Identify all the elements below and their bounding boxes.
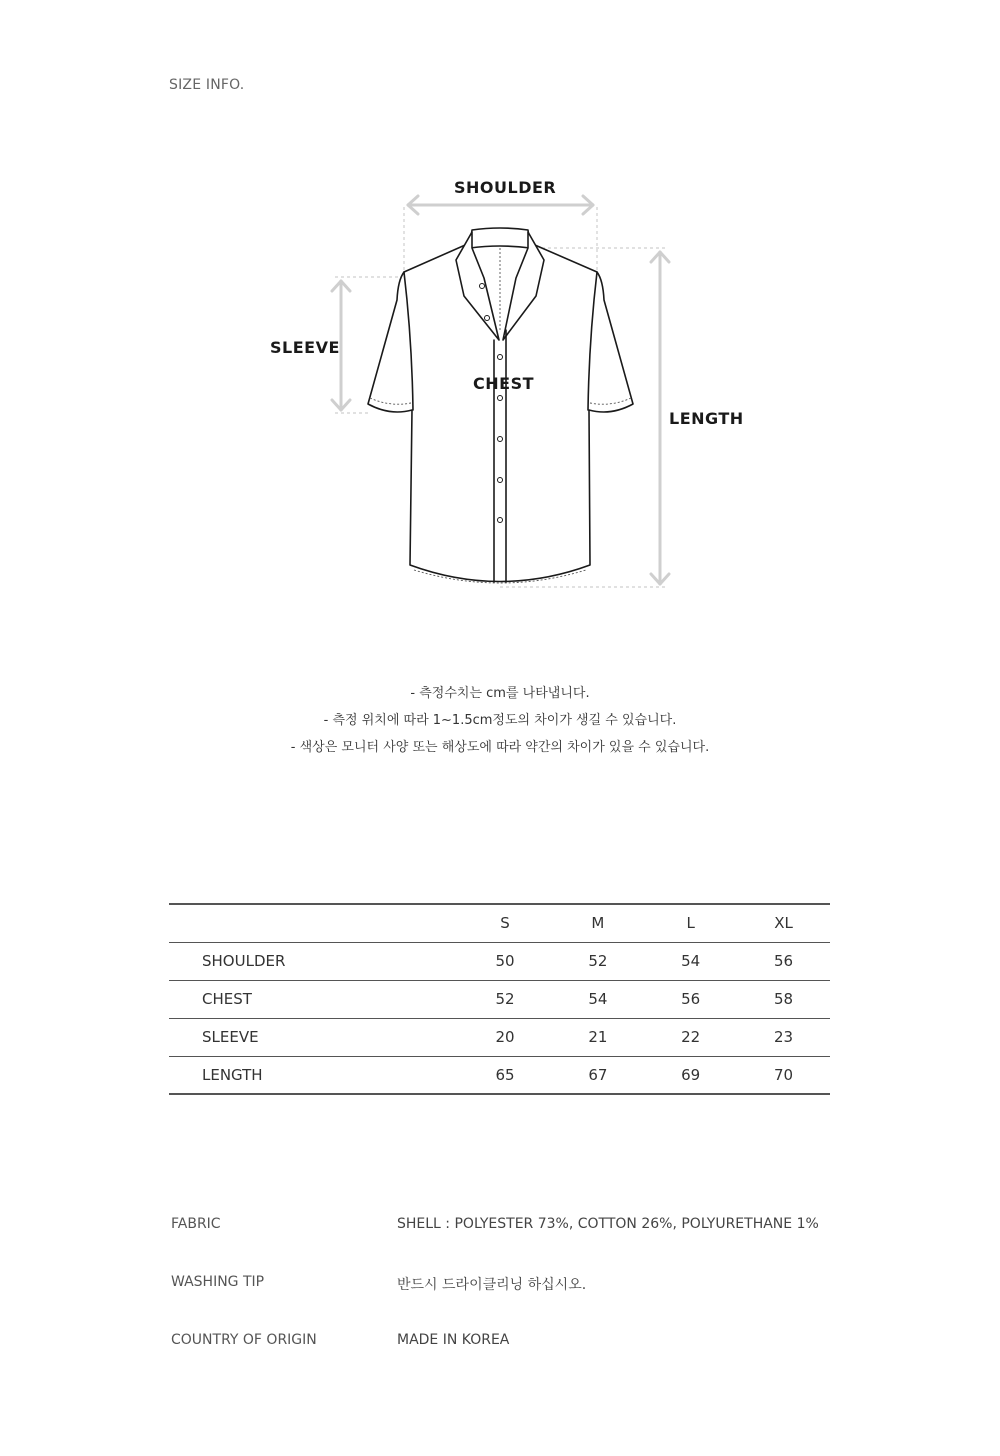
table-header-cell: XL xyxy=(774,914,793,933)
row-label: CHEST xyxy=(202,990,252,1008)
table-header-cell: M xyxy=(591,914,605,933)
note-line: - 측정 위치에 따라 1~1.5cm정도의 차이가 생길 수 있습니다. xyxy=(323,713,677,728)
length-label: LENGTH xyxy=(669,409,744,428)
chest-label: CHEST xyxy=(473,374,534,393)
table-cell: 52 xyxy=(495,990,515,1008)
section-title: SIZE INFO. xyxy=(169,77,245,93)
table-header-cell: S xyxy=(500,914,510,933)
fabric-value: SHELL : POLYESTER 73%, COTTON 26%, POLYURETHANE 1% xyxy=(397,1216,819,1232)
table-cell: 69 xyxy=(681,1065,701,1084)
size-table xyxy=(169,903,830,1095)
measurement-notes xyxy=(0,680,1000,761)
table-cell: 56 xyxy=(681,990,701,1008)
table-header-cell xyxy=(169,904,459,942)
table-cell: 20 xyxy=(495,1028,515,1046)
shoulder-label: SHOULDER xyxy=(454,178,557,197)
table-row xyxy=(169,1056,830,1094)
table-header-row xyxy=(169,904,830,942)
fabric-label: FABRIC xyxy=(171,1216,221,1232)
washing-tip-value: 반드시 드라이클리닝 하십시오. xyxy=(397,1277,587,1293)
row-label: SHOULDER xyxy=(202,952,286,970)
table-header-cell: L xyxy=(686,914,695,933)
table-cell: 56 xyxy=(774,952,794,970)
washing-tip-label: WASHING TIP xyxy=(171,1274,265,1290)
table-cell: 67 xyxy=(588,1065,608,1084)
table-cell: 54 xyxy=(588,990,608,1008)
table-cell: 65 xyxy=(495,1065,515,1084)
table-row xyxy=(169,942,830,980)
measurement-diagram xyxy=(0,0,1000,640)
table-cell: 52 xyxy=(588,952,608,970)
table-cell: 22 xyxy=(681,1028,701,1046)
sleeve-label: SLEEVE xyxy=(270,338,340,357)
table-cell: 23 xyxy=(774,1028,794,1046)
row-label: LENGTH xyxy=(202,1065,263,1084)
table-row xyxy=(169,1018,830,1056)
table-cell: 70 xyxy=(774,1065,794,1084)
table-row xyxy=(169,980,830,1018)
origin-label: COUNTRY OF ORIGIN xyxy=(171,1332,317,1348)
table-cell: 50 xyxy=(495,952,515,970)
short-sleeve-shirt-icon xyxy=(0,0,1000,640)
note-line: - 측정수치는 cm를 나타냅니다. xyxy=(410,686,590,701)
origin-value: MADE IN KOREA xyxy=(397,1332,510,1348)
table-cell: 58 xyxy=(774,990,794,1008)
note-line: - 색상은 모니터 사양 또는 해상도에 따라 약간의 차이가 있을 수 있습니다. xyxy=(290,740,710,755)
row-label: SLEEVE xyxy=(202,1028,259,1046)
table-cell: 54 xyxy=(681,952,701,970)
table-cell: 21 xyxy=(588,1028,608,1046)
